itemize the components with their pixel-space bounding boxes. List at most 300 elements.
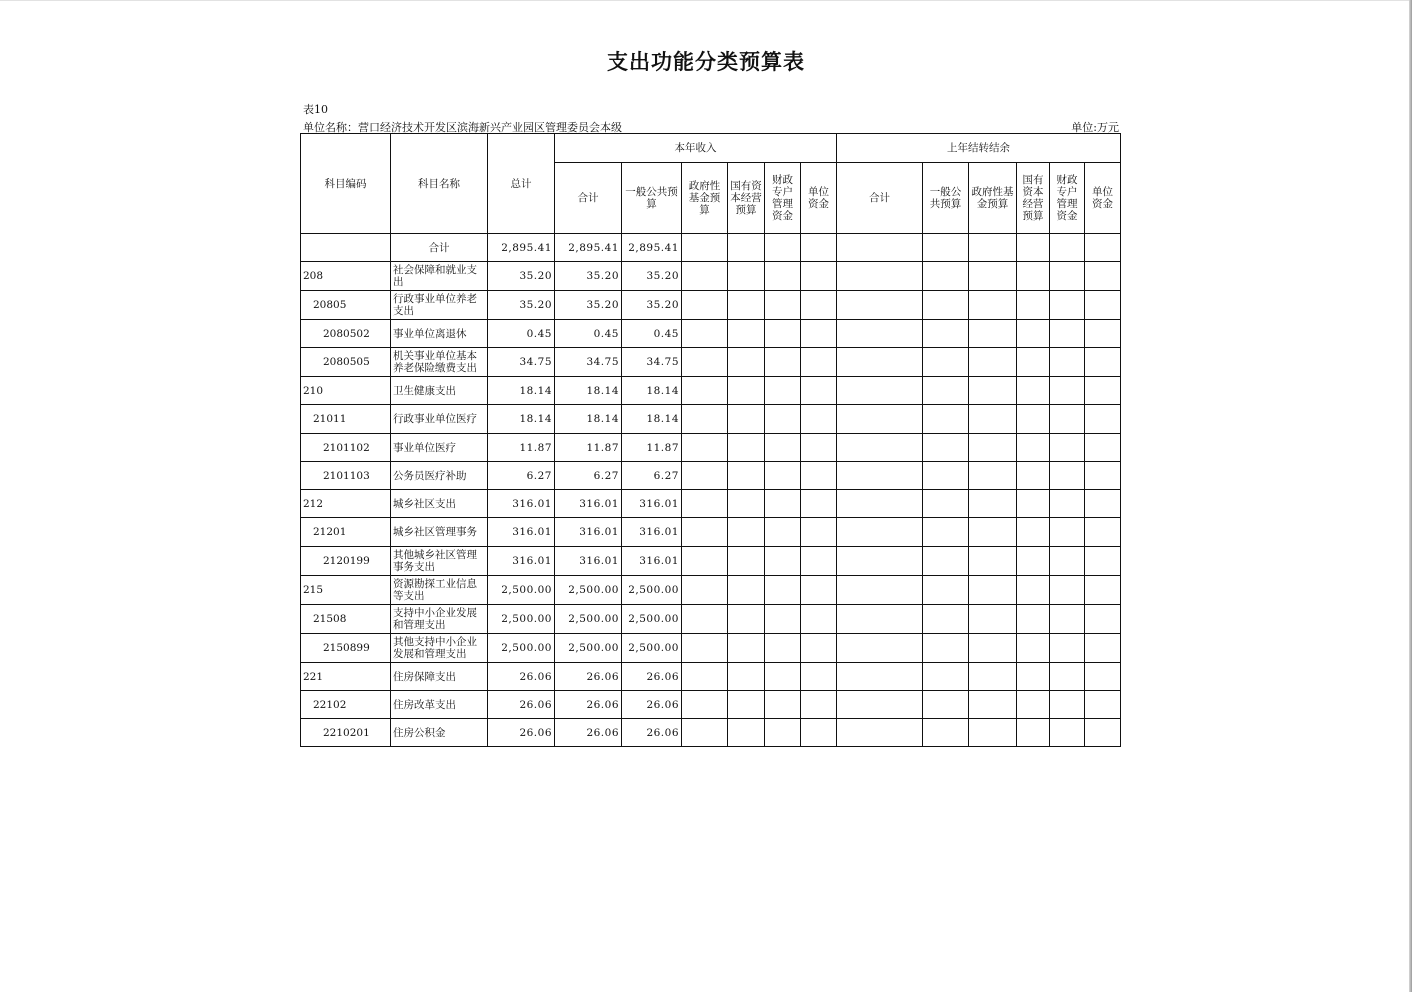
empty-cell bbox=[728, 576, 765, 605]
row-sum: 35.20 bbox=[555, 262, 622, 291]
row-total: 11.87 bbox=[488, 434, 555, 462]
table-row bbox=[301, 262, 1121, 291]
empty-cell bbox=[1050, 518, 1085, 547]
empty-cell bbox=[837, 434, 923, 462]
row-general: 26.06 bbox=[622, 719, 682, 747]
empty-cell bbox=[923, 576, 969, 605]
empty-cell bbox=[969, 320, 1017, 348]
empty-cell bbox=[765, 291, 801, 320]
empty-cell bbox=[728, 634, 765, 663]
empty-cell bbox=[923, 234, 969, 262]
empty-cell bbox=[765, 434, 801, 462]
row-code: 20805 bbox=[301, 291, 391, 320]
row-general: 316.01 bbox=[622, 490, 682, 518]
row-name: 事业单位离退休 bbox=[391, 320, 488, 348]
empty-cell bbox=[1017, 634, 1050, 663]
table-row bbox=[301, 490, 1121, 518]
row-general: 2,500.00 bbox=[622, 634, 682, 663]
empty-cell bbox=[765, 462, 801, 490]
row-name: 社会保障和就业支出 bbox=[391, 262, 488, 291]
empty-cell bbox=[1050, 719, 1085, 747]
row-name: 住房保障支出 bbox=[391, 663, 488, 691]
row-name: 公务员医疗补助 bbox=[391, 462, 488, 490]
empty-cell bbox=[1050, 434, 1085, 462]
empty-cell bbox=[801, 719, 837, 747]
row-general: 2,500.00 bbox=[622, 576, 682, 605]
empty-cell bbox=[765, 576, 801, 605]
row-name: 行政事业单位医疗 bbox=[391, 405, 488, 434]
empty-cell bbox=[682, 719, 728, 747]
empty-cell bbox=[1017, 691, 1050, 719]
row-code: 22102 bbox=[301, 691, 391, 719]
empty-cell bbox=[682, 348, 728, 377]
empty-cell bbox=[837, 691, 923, 719]
empty-cell bbox=[682, 605, 728, 634]
row-sum: 316.01 bbox=[555, 547, 622, 576]
empty-cell bbox=[969, 547, 1017, 576]
empty-cell bbox=[682, 291, 728, 320]
empty-cell bbox=[765, 547, 801, 576]
table-row bbox=[301, 405, 1121, 434]
empty-cell bbox=[765, 518, 801, 547]
empty-cell bbox=[837, 348, 923, 377]
row-total: 34.75 bbox=[488, 348, 555, 377]
empty-cell bbox=[969, 405, 1017, 434]
row-code: 212 bbox=[301, 490, 391, 518]
row-total: 316.01 bbox=[488, 547, 555, 576]
unit-line bbox=[303, 119, 1119, 133]
header-current-gov-fund: 政府性基金预算 bbox=[682, 163, 728, 234]
empty-cell bbox=[969, 377, 1017, 405]
row-name: 其他支持中小企业发展和管理支出 bbox=[391, 634, 488, 663]
row-sum: 316.01 bbox=[555, 490, 622, 518]
row-sum: 2,500.00 bbox=[555, 576, 622, 605]
empty-cell bbox=[1085, 434, 1121, 462]
total-code-cell bbox=[301, 234, 391, 262]
empty-cell bbox=[765, 634, 801, 663]
empty-cell bbox=[969, 291, 1017, 320]
empty-cell bbox=[728, 547, 765, 576]
empty-cell bbox=[682, 663, 728, 691]
empty-cell bbox=[923, 634, 969, 663]
row-name: 卫生健康支出 bbox=[391, 377, 488, 405]
empty-cell bbox=[923, 320, 969, 348]
empty-cell bbox=[1017, 377, 1050, 405]
empty-cell bbox=[923, 663, 969, 691]
row-code: 2080505 bbox=[301, 348, 391, 377]
row-sum: 2,500.00 bbox=[555, 634, 622, 663]
empty-cell bbox=[682, 490, 728, 518]
empty-cell bbox=[728, 462, 765, 490]
total-row bbox=[301, 234, 1121, 262]
header-current-sum: 合计 bbox=[555, 163, 622, 234]
empty-cell bbox=[1017, 490, 1050, 518]
row-name: 行政事业单位养老支出 bbox=[391, 291, 488, 320]
row-general: 26.06 bbox=[622, 691, 682, 719]
table-row bbox=[301, 377, 1121, 405]
header-carryover-gov-fund: 政府性基金预算 bbox=[969, 163, 1017, 234]
row-total: 26.06 bbox=[488, 719, 555, 747]
row-total: 2,500.00 bbox=[488, 605, 555, 634]
empty-cell bbox=[837, 576, 923, 605]
empty-cell bbox=[682, 634, 728, 663]
empty-cell bbox=[1017, 547, 1050, 576]
row-code: 21508 bbox=[301, 605, 391, 634]
budget-table bbox=[300, 133, 1121, 747]
empty-cell bbox=[1085, 605, 1121, 634]
row-total: 18.14 bbox=[488, 405, 555, 434]
empty-cell bbox=[1050, 348, 1085, 377]
empty-cell bbox=[969, 348, 1017, 377]
header-carryover-general: 一般公共预算 bbox=[923, 163, 969, 234]
empty-cell bbox=[1050, 547, 1085, 576]
empty-cell bbox=[801, 691, 837, 719]
row-name: 资源勘探工业信息等支出 bbox=[391, 576, 488, 605]
header-carryover-special-fiscal: 财政专户管理资金 bbox=[1050, 163, 1085, 234]
empty-cell bbox=[801, 377, 837, 405]
row-general: 26.06 bbox=[622, 663, 682, 691]
empty-cell bbox=[728, 691, 765, 719]
empty-cell bbox=[801, 405, 837, 434]
empty-cell bbox=[728, 605, 765, 634]
row-general: 11.87 bbox=[622, 434, 682, 462]
empty-cell bbox=[728, 377, 765, 405]
empty-cell bbox=[801, 434, 837, 462]
empty-cell bbox=[728, 719, 765, 747]
empty-cell bbox=[837, 291, 923, 320]
table-row bbox=[301, 691, 1121, 719]
empty-cell bbox=[728, 262, 765, 291]
table-row bbox=[301, 547, 1121, 576]
empty-cell bbox=[765, 691, 801, 719]
empty-cell bbox=[801, 490, 837, 518]
empty-cell bbox=[969, 605, 1017, 634]
empty-cell bbox=[1050, 462, 1085, 490]
empty-cell bbox=[765, 405, 801, 434]
empty-cell bbox=[765, 719, 801, 747]
empty-cell bbox=[969, 576, 1017, 605]
table-row bbox=[301, 576, 1121, 605]
row-sum: 2,500.00 bbox=[555, 605, 622, 634]
table-number: 表10 bbox=[303, 103, 328, 116]
empty-cell bbox=[801, 291, 837, 320]
empty-cell bbox=[765, 377, 801, 405]
total-sum: 2,895.41 bbox=[555, 234, 622, 262]
row-general: 2,500.00 bbox=[622, 605, 682, 634]
row-general: 316.01 bbox=[622, 547, 682, 576]
empty-cell bbox=[1050, 605, 1085, 634]
total-general: 2,895.41 bbox=[622, 234, 682, 262]
empty-cell bbox=[1085, 320, 1121, 348]
empty-cell bbox=[1085, 405, 1121, 434]
row-total: 35.20 bbox=[488, 291, 555, 320]
empty-cell bbox=[837, 490, 923, 518]
empty-cell bbox=[1085, 691, 1121, 719]
empty-cell bbox=[923, 691, 969, 719]
empty-cell bbox=[1017, 719, 1050, 747]
header-current-general: 一般公共预算 bbox=[622, 163, 682, 234]
empty-cell bbox=[923, 462, 969, 490]
empty-cell bbox=[1050, 576, 1085, 605]
empty-cell bbox=[837, 234, 923, 262]
empty-cell bbox=[969, 663, 1017, 691]
empty-cell bbox=[728, 291, 765, 320]
empty-cell bbox=[728, 234, 765, 262]
empty-cell bbox=[969, 518, 1017, 547]
empty-cell bbox=[765, 490, 801, 518]
header-current-special-fiscal: 财政专户管理资金 bbox=[765, 163, 801, 234]
empty-cell bbox=[923, 434, 969, 462]
empty-cell bbox=[1085, 663, 1121, 691]
header-current-unit-funds: 单位资金 bbox=[801, 163, 837, 234]
table-row bbox=[301, 605, 1121, 634]
table-row bbox=[301, 634, 1121, 663]
empty-cell bbox=[923, 291, 969, 320]
empty-cell bbox=[1017, 518, 1050, 547]
row-general: 18.14 bbox=[622, 377, 682, 405]
row-total: 0.45 bbox=[488, 320, 555, 348]
empty-cell bbox=[801, 320, 837, 348]
row-total: 316.01 bbox=[488, 490, 555, 518]
empty-cell bbox=[1017, 462, 1050, 490]
row-code: 2080502 bbox=[301, 320, 391, 348]
empty-cell bbox=[682, 262, 728, 291]
row-general: 6.27 bbox=[622, 462, 682, 490]
empty-cell bbox=[682, 320, 728, 348]
row-code: 210 bbox=[301, 377, 391, 405]
org-unit: 单位名称：营口经济技术开发区滨海新兴产业园区管理委员会本级 bbox=[303, 121, 622, 134]
header-total: 总计 bbox=[488, 134, 555, 234]
empty-cell bbox=[969, 262, 1017, 291]
row-name: 其他城乡社区管理事务支出 bbox=[391, 547, 488, 576]
empty-cell bbox=[1085, 377, 1121, 405]
row-name: 城乡社区管理事务 bbox=[391, 518, 488, 547]
empty-cell bbox=[923, 518, 969, 547]
row-sum: 11.87 bbox=[555, 434, 622, 462]
empty-cell bbox=[682, 547, 728, 576]
empty-cell bbox=[969, 719, 1017, 747]
header-current-group: 本年收入 bbox=[555, 134, 837, 163]
empty-cell bbox=[837, 663, 923, 691]
empty-cell bbox=[1085, 719, 1121, 747]
row-sum: 26.06 bbox=[555, 719, 622, 747]
empty-cell bbox=[1017, 291, 1050, 320]
row-general: 0.45 bbox=[622, 320, 682, 348]
empty-cell bbox=[682, 518, 728, 547]
empty-cell bbox=[923, 262, 969, 291]
row-total: 316.01 bbox=[488, 518, 555, 547]
empty-cell bbox=[837, 719, 923, 747]
empty-cell bbox=[1017, 405, 1050, 434]
empty-cell bbox=[682, 234, 728, 262]
empty-cell bbox=[1017, 663, 1050, 691]
empty-cell bbox=[837, 547, 923, 576]
empty-cell bbox=[801, 348, 837, 377]
empty-cell bbox=[969, 434, 1017, 462]
empty-cell bbox=[728, 518, 765, 547]
empty-cell bbox=[837, 462, 923, 490]
empty-cell bbox=[1085, 291, 1121, 320]
row-total: 35.20 bbox=[488, 262, 555, 291]
row-sum: 26.06 bbox=[555, 691, 622, 719]
header-carryover-sum: 合计 bbox=[837, 163, 923, 234]
empty-cell bbox=[1017, 434, 1050, 462]
row-sum: 316.01 bbox=[555, 518, 622, 547]
empty-cell bbox=[1085, 462, 1121, 490]
empty-cell bbox=[969, 234, 1017, 262]
row-code: 208 bbox=[301, 262, 391, 291]
row-general: 34.75 bbox=[622, 348, 682, 377]
row-code: 2101102 bbox=[301, 434, 391, 462]
empty-cell bbox=[837, 320, 923, 348]
empty-cell bbox=[765, 348, 801, 377]
table-row bbox=[301, 291, 1121, 320]
empty-cell bbox=[801, 518, 837, 547]
empty-cell bbox=[1085, 262, 1121, 291]
row-sum: 35.20 bbox=[555, 291, 622, 320]
row-code: 215 bbox=[301, 576, 391, 605]
empty-cell bbox=[682, 405, 728, 434]
row-name: 住房公积金 bbox=[391, 719, 488, 747]
empty-cell bbox=[1017, 262, 1050, 291]
empty-cell bbox=[682, 377, 728, 405]
empty-cell bbox=[765, 262, 801, 291]
empty-cell bbox=[801, 576, 837, 605]
row-general: 18.14 bbox=[622, 405, 682, 434]
row-sum: 18.14 bbox=[555, 405, 622, 434]
row-code: 221 bbox=[301, 663, 391, 691]
empty-cell bbox=[801, 605, 837, 634]
header-code: 科目编码 bbox=[301, 134, 391, 234]
row-code: 21011 bbox=[301, 405, 391, 434]
row-general: 35.20 bbox=[622, 262, 682, 291]
row-code: 2120199 bbox=[301, 547, 391, 576]
empty-cell bbox=[837, 634, 923, 663]
empty-cell bbox=[969, 462, 1017, 490]
row-total: 6.27 bbox=[488, 462, 555, 490]
empty-cell bbox=[801, 462, 837, 490]
row-total: 26.06 bbox=[488, 663, 555, 691]
empty-cell bbox=[1017, 576, 1050, 605]
empty-cell bbox=[1050, 377, 1085, 405]
empty-cell bbox=[1050, 634, 1085, 663]
empty-cell bbox=[1017, 320, 1050, 348]
empty-cell bbox=[1050, 663, 1085, 691]
page-title: 支出功能分类预算表 bbox=[607, 49, 805, 74]
empty-cell bbox=[923, 405, 969, 434]
empty-cell bbox=[923, 547, 969, 576]
empty-cell bbox=[837, 377, 923, 405]
empty-cell bbox=[1050, 320, 1085, 348]
row-name: 住房改革支出 bbox=[391, 691, 488, 719]
row-name: 城乡社区支出 bbox=[391, 490, 488, 518]
row-general: 35.20 bbox=[622, 291, 682, 320]
empty-cell bbox=[923, 377, 969, 405]
header-carryover-unit-funds: 单位资金 bbox=[1085, 163, 1121, 234]
empty-cell bbox=[728, 405, 765, 434]
row-total: 2,500.00 bbox=[488, 634, 555, 663]
empty-cell bbox=[728, 320, 765, 348]
empty-cell bbox=[1017, 234, 1050, 262]
empty-cell bbox=[1085, 634, 1121, 663]
empty-cell bbox=[765, 663, 801, 691]
row-total: 26.06 bbox=[488, 691, 555, 719]
empty-cell bbox=[801, 262, 837, 291]
empty-cell bbox=[1050, 405, 1085, 434]
empty-cell bbox=[923, 348, 969, 377]
row-sum: 6.27 bbox=[555, 462, 622, 490]
header-carryover-state-capital: 国有资本经营预算 bbox=[1017, 163, 1050, 234]
empty-cell bbox=[1085, 348, 1121, 377]
total-label: 合计 bbox=[391, 234, 488, 262]
empty-cell bbox=[1050, 234, 1085, 262]
empty-cell bbox=[728, 348, 765, 377]
empty-cell bbox=[1050, 490, 1085, 518]
empty-cell bbox=[1085, 518, 1121, 547]
empty-cell bbox=[969, 490, 1017, 518]
empty-cell bbox=[801, 234, 837, 262]
empty-cell bbox=[682, 462, 728, 490]
table-row bbox=[301, 719, 1121, 747]
table-row bbox=[301, 663, 1121, 691]
row-total: 18.14 bbox=[488, 377, 555, 405]
empty-cell bbox=[765, 234, 801, 262]
header-name: 科目名称 bbox=[391, 134, 488, 234]
table-row bbox=[301, 348, 1121, 377]
header-carryover-group: 上年结转结余 bbox=[837, 134, 1121, 163]
row-sum: 18.14 bbox=[555, 377, 622, 405]
empty-cell bbox=[1017, 348, 1050, 377]
table-row bbox=[301, 320, 1121, 348]
empty-cell bbox=[923, 719, 969, 747]
empty-cell bbox=[1085, 234, 1121, 262]
empty-cell bbox=[728, 490, 765, 518]
table-row bbox=[301, 434, 1121, 462]
empty-cell bbox=[728, 663, 765, 691]
row-code: 2101103 bbox=[301, 462, 391, 490]
table-row bbox=[301, 518, 1121, 547]
empty-cell bbox=[969, 691, 1017, 719]
row-code: 21201 bbox=[301, 518, 391, 547]
empty-cell bbox=[765, 605, 801, 634]
empty-cell bbox=[1017, 605, 1050, 634]
header-current-state-capital: 国有资本经营预算 bbox=[728, 163, 765, 234]
empty-cell bbox=[765, 320, 801, 348]
row-name: 事业单位医疗 bbox=[391, 434, 488, 462]
row-total: 2,500.00 bbox=[488, 576, 555, 605]
empty-cell bbox=[837, 605, 923, 634]
empty-cell bbox=[801, 634, 837, 663]
row-sum: 34.75 bbox=[555, 348, 622, 377]
empty-cell bbox=[923, 490, 969, 518]
money-unit: 单位:万元 bbox=[1071, 121, 1119, 134]
row-name: 机关事业单位基本养老保险缴费支出 bbox=[391, 348, 488, 377]
table-row bbox=[301, 462, 1121, 490]
empty-cell bbox=[837, 262, 923, 291]
total-total: 2,895.41 bbox=[488, 234, 555, 262]
empty-cell bbox=[1050, 291, 1085, 320]
empty-cell bbox=[1050, 691, 1085, 719]
empty-cell bbox=[969, 634, 1017, 663]
empty-cell bbox=[923, 605, 969, 634]
empty-cell bbox=[1085, 576, 1121, 605]
empty-cell bbox=[682, 691, 728, 719]
empty-cell bbox=[728, 434, 765, 462]
empty-cell bbox=[801, 547, 837, 576]
empty-cell bbox=[837, 518, 923, 547]
empty-cell bbox=[682, 576, 728, 605]
empty-cell bbox=[837, 405, 923, 434]
